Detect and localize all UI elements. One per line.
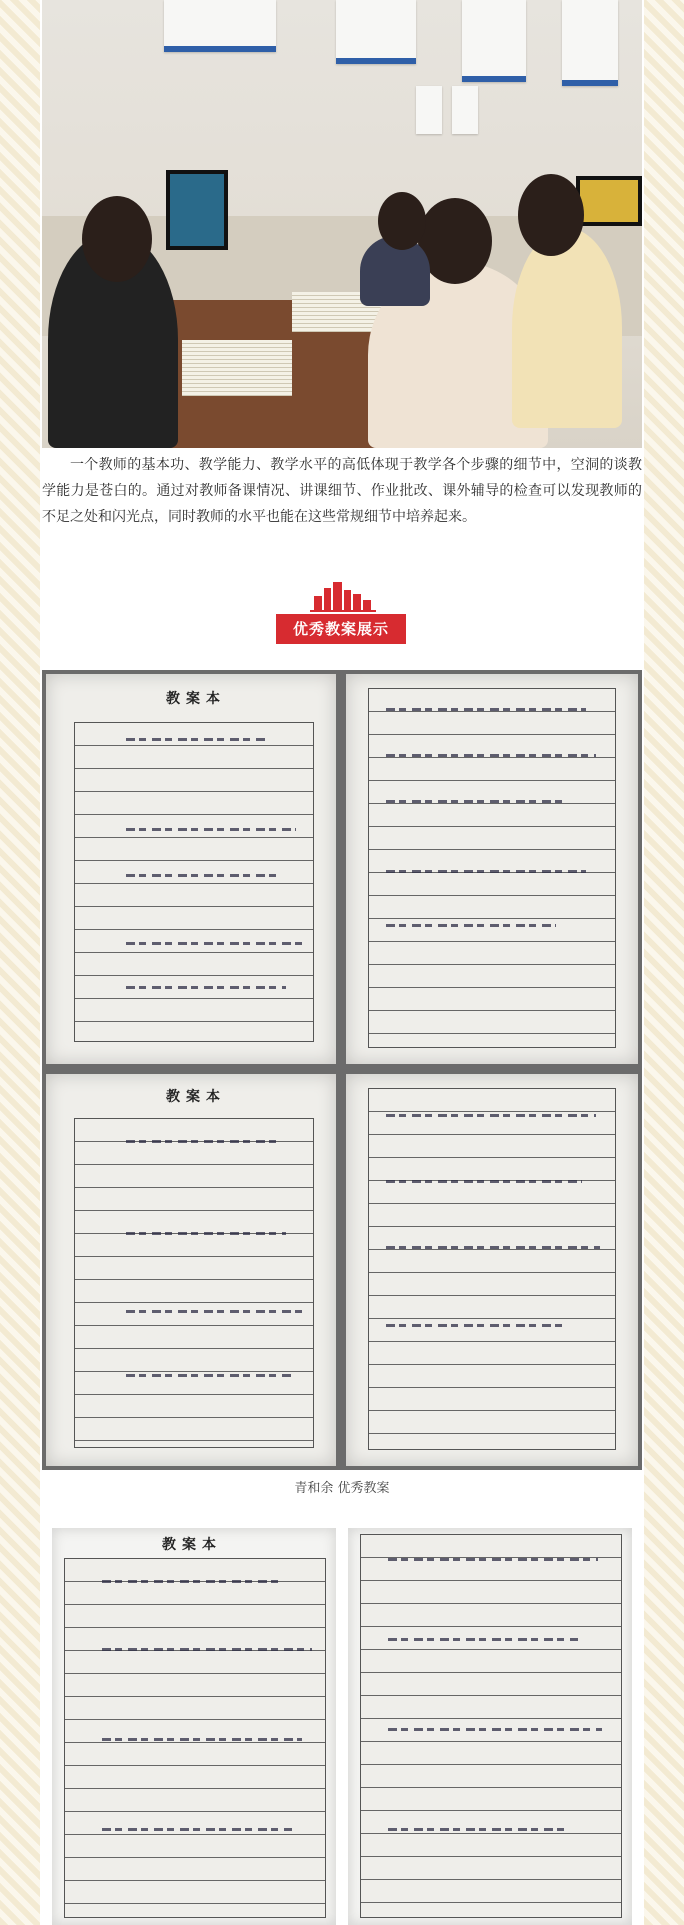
scan-table	[368, 1088, 616, 1450]
wall-poster	[562, 0, 618, 86]
scan-table	[74, 722, 314, 1042]
handwriting	[386, 870, 586, 873]
handwriting	[126, 874, 276, 877]
handwriting	[126, 942, 302, 945]
wall-notice	[452, 86, 478, 134]
city-skyline-icon	[310, 578, 376, 612]
article-page	[40, 0, 644, 1925]
handwriting	[126, 1310, 302, 1313]
wall-poster	[462, 0, 526, 82]
handwriting	[126, 986, 286, 989]
section-title: 优秀教案展示	[276, 614, 406, 644]
lesson-plan-scan	[346, 674, 638, 1064]
scan-table	[360, 1534, 622, 1918]
lesson-plan-scan	[348, 1528, 632, 1925]
scan-table	[368, 688, 616, 1048]
handwriting	[126, 1140, 276, 1143]
handwriting	[388, 1828, 568, 1831]
lesson-plan-scan	[46, 1074, 336, 1466]
handwriting	[102, 1648, 312, 1651]
computer-monitor	[576, 176, 642, 226]
handwriting	[386, 1180, 582, 1183]
teacher-head	[518, 174, 584, 256]
lesson-plan-scan	[46, 674, 336, 1064]
lesson-plan-scan	[346, 1074, 638, 1466]
handwriting	[102, 1828, 292, 1831]
handwriting	[386, 1246, 600, 1249]
scan-page-title: 教案本	[162, 1537, 222, 1553]
handwriting	[126, 828, 296, 831]
handwriting	[386, 754, 596, 757]
lesson-plan-scan	[52, 1528, 336, 1925]
handwriting	[126, 1232, 286, 1235]
handwriting	[388, 1728, 602, 1731]
handwriting	[102, 1738, 302, 1741]
handwriting	[386, 708, 586, 711]
computer-monitor	[166, 170, 228, 250]
teacher-figure	[512, 228, 622, 428]
article-paragraph: 一个教师的基本功、教学能力、教学水平的高低体现于教学各个步骤的细节中，空洞的谈教学能力是苍白的。通过对教师备课情况、讲课细节、作业批改、课外辅导的检查可以发现教师的不足之处和闪光点，同时教师的水平也能在这些常规细节中培养起来。	[42, 457, 642, 525]
office-inspection-photo	[42, 0, 642, 448]
paper-stack	[182, 340, 292, 396]
teacher-head	[378, 192, 426, 250]
scan-page-title: 教案本	[166, 1089, 226, 1105]
lesson-plan-scans-english	[42, 1528, 642, 1925]
gallery-caption: 青和余 优秀教案	[294, 1481, 390, 1496]
scan-table	[74, 1118, 314, 1448]
handwriting	[126, 738, 266, 741]
handwriting	[102, 1580, 282, 1583]
handwriting	[388, 1558, 598, 1561]
handwriting	[386, 924, 556, 927]
teacher-head	[82, 196, 152, 282]
wall-poster	[336, 0, 416, 64]
wall-poster	[164, 0, 276, 52]
handwriting	[386, 1324, 566, 1327]
scan-page-title: 教案本	[166, 691, 226, 707]
wall-notice	[416, 86, 442, 134]
handwriting	[386, 800, 566, 803]
handwriting	[126, 1374, 292, 1377]
lesson-plan-scans	[42, 670, 642, 1470]
handwriting	[386, 1114, 596, 1117]
handwriting	[388, 1638, 578, 1641]
